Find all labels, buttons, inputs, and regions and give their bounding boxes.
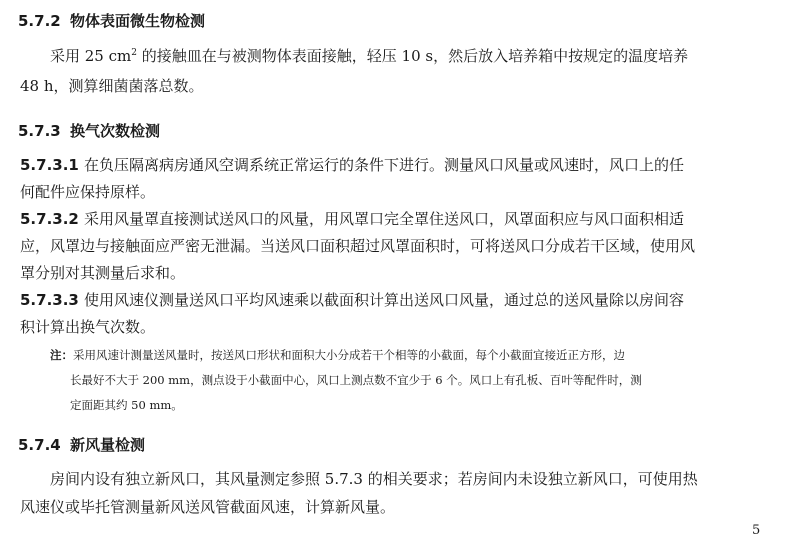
clause-5-7-3-2-line-3: 罩分别对其测量后求和。 [20, 264, 186, 282]
section-title: 物体表面微生物检测 [70, 12, 206, 30]
section-5-7-2-heading [18, 10, 205, 31]
note-label: 注： [50, 348, 73, 362]
clause-5-7-3-3-line-1 [20, 289, 684, 310]
section-number: 5.7.3 [18, 122, 61, 140]
note-line-1 [50, 347, 625, 363]
text-run: 采用 25 cm [50, 47, 132, 65]
section-5-7-3-heading [18, 120, 160, 141]
clause-text: 使用风速仪测量送风口平均风速乘以截面积计算出送风口风量，通过总的送风量除以房间容 [84, 291, 685, 309]
section-5-7-2-line-2: 48 h，测算细菌菌落总数。 [20, 77, 204, 95]
clause-text: 采用风量罩直接测试送风口的风量，用风罩口完全罩住送风口，风罩面积应与风口面积相适 [84, 210, 685, 228]
section-number: 5.7.4 [18, 436, 61, 454]
section-title: 新风量检测 [70, 436, 146, 454]
clause-number: 5.7.3.2 [20, 210, 79, 228]
clause-5-7-3-3-line-2: 积计算出换气次数。 [20, 318, 156, 336]
section-5-7-2-line-1 [50, 45, 688, 66]
superscript: 2 [131, 48, 137, 58]
clause-5-7-3-2-line-2: 应，风罩边与接触面应严密无泄漏。当送风口面积超过风罩面积时，可将送风口分成若干区域，使用风 [20, 237, 696, 255]
text-run: 的接触皿在与被测物体表面接触，轻压 10 s，然后放入培养箱中按规定的温度培养 [136, 47, 689, 65]
clause-5-7-3-1-line-2: 何配件应保持原样。 [20, 183, 156, 201]
clause-5-7-3-2-line-1 [20, 208, 684, 229]
clause-number: 5.7.3.1 [20, 156, 79, 174]
note-text: 采用风速计测量送风量时，按送风口形状和面积大小分成若干个相等的小截面，每个小截面宜接近正方形，边 [73, 348, 625, 362]
section-5-7-4-line-2: 风速仪或毕托管测量新风送风管截面风速，计算新风量。 [20, 498, 396, 516]
section-number: 5.7.2 [18, 12, 61, 30]
clause-5-7-3-1-line-1 [20, 154, 684, 175]
section-5-7-4-heading [18, 434, 145, 455]
clause-number: 5.7.3.3 [20, 291, 79, 309]
page-number: 5 [752, 523, 761, 538]
clause-text: 在负压隔离病房通风空调系统正常运行的条件下进行。测量风口风量或风速时，风口上的任 [84, 156, 685, 174]
section-5-7-4-line-1: 房间内设有独立新风口，其风量测定参照 5.7.3 的相关要求；若房间内未设独立新风口，可使用热 [50, 470, 698, 488]
section-title: 换气次数检测 [70, 122, 161, 140]
note-line-3: 定面距其约 50 mm。 [70, 398, 183, 412]
note-line-2: 长最好不大于 200 mm，测点设于小截面中心，风口上测点数不宜少于 6 个。风口上有孔板、百叶等配件时，测 [70, 373, 642, 387]
